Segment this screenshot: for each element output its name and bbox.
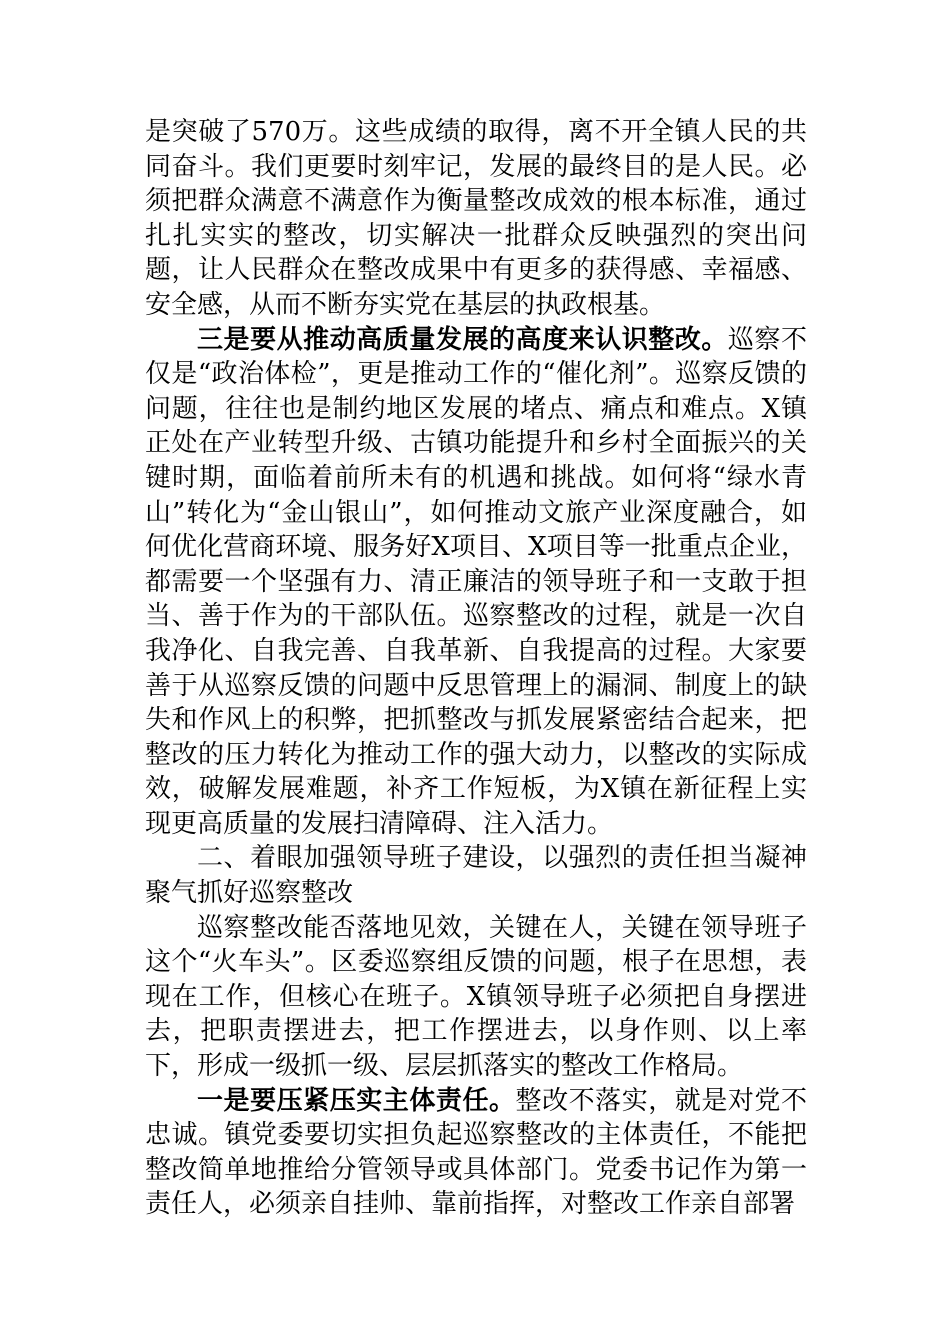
section-heading [145, 841, 807, 910]
paragraph-3-text: 巡察整改能否落地见效，关键在人，关键在领导班子这个“火车头”。区委巡察组反馈的问题，根子在思想，表现在工作，但核心在班子。X镇领导班子必须把自身摆进去，把职责摆进去，把工作摆进去，以身作则、以上率下，形成一级抓一级、层层抓落实的整改工作格局。 [145, 912, 807, 1082]
paragraph-4 [145, 1084, 807, 1222]
section-heading-text: 二、着眼加强领导班子建设，以强烈的责任担当凝神聚气抓好巡察整改 [145, 843, 807, 909]
document-page [145, 115, 807, 1222]
paragraph-4-text: 整改不落实，就是对党不忠诚。镇党委要切实担负起巡察整改的主体责任，不能把整改简单地推给分管领导或具体部门。党委书记作为第一责任人，必须亲自挂帅、靠前指挥，对整改工作亲自部署 [145, 1085, 807, 1220]
paragraph-1 [145, 115, 807, 323]
paragraph-2 [145, 323, 807, 842]
paragraph-3 [145, 911, 807, 1084]
paragraph-1-text: 是突破了570万。这些成绩的取得，离不开全镇人民的共同奋斗。我们更要时刻牢记，发展的最终目的是人民。必须把群众满意不满意作为衡量整改成效的根本标准，通过扎扎实实的整改，切实解决一批群众反映强烈的突出问题，让人民群众在整改成果中有更多的获得感、幸福感、安全感，从而不断夯实党在基层的执政根基。 [145, 117, 807, 320]
paragraph-2-text: 巡察不仅是“政治体检”，更是推动工作的“催化剂”。巡察反馈的问题，往往也是制约地区发展的堵点、痛点和难点。X镇正处在产业转型升级、古镇功能提升和乡村全面振兴的关键时期，面临着前所未有的机遇和挑战。如何将“绿水青山”转化为“金山银山”，如何推动文旅产业深度融合，如何优化营商环境、服务好X项目、X项目等一批重点企业，都需要一个坚强有力、清正廉洁的领导班子和一支敢于担当、善于作为的干部队伍。巡察整改的过程，就是一次自我净化、自我完善、自我革新、自我提高的过程。大家要善于从巡察反馈的问题中反思管理上的漏洞、制度上的缺失和作风上的积弊，把抓整改与抓发展紧密结合起来，把整改的压力转化为推动工作的强大动力，以整改的实际成效，破解发展难题，补齐工作短板，为X镇在新征程上实现更高质量的发展扫清障碍、注入活力。 [145, 324, 807, 839]
paragraph-2-heading: 三是要从推动高质量发展的高度来认识整改。 [197, 324, 728, 355]
paragraph-4-heading: 一是要压紧压实主体责任。 [197, 1085, 516, 1116]
